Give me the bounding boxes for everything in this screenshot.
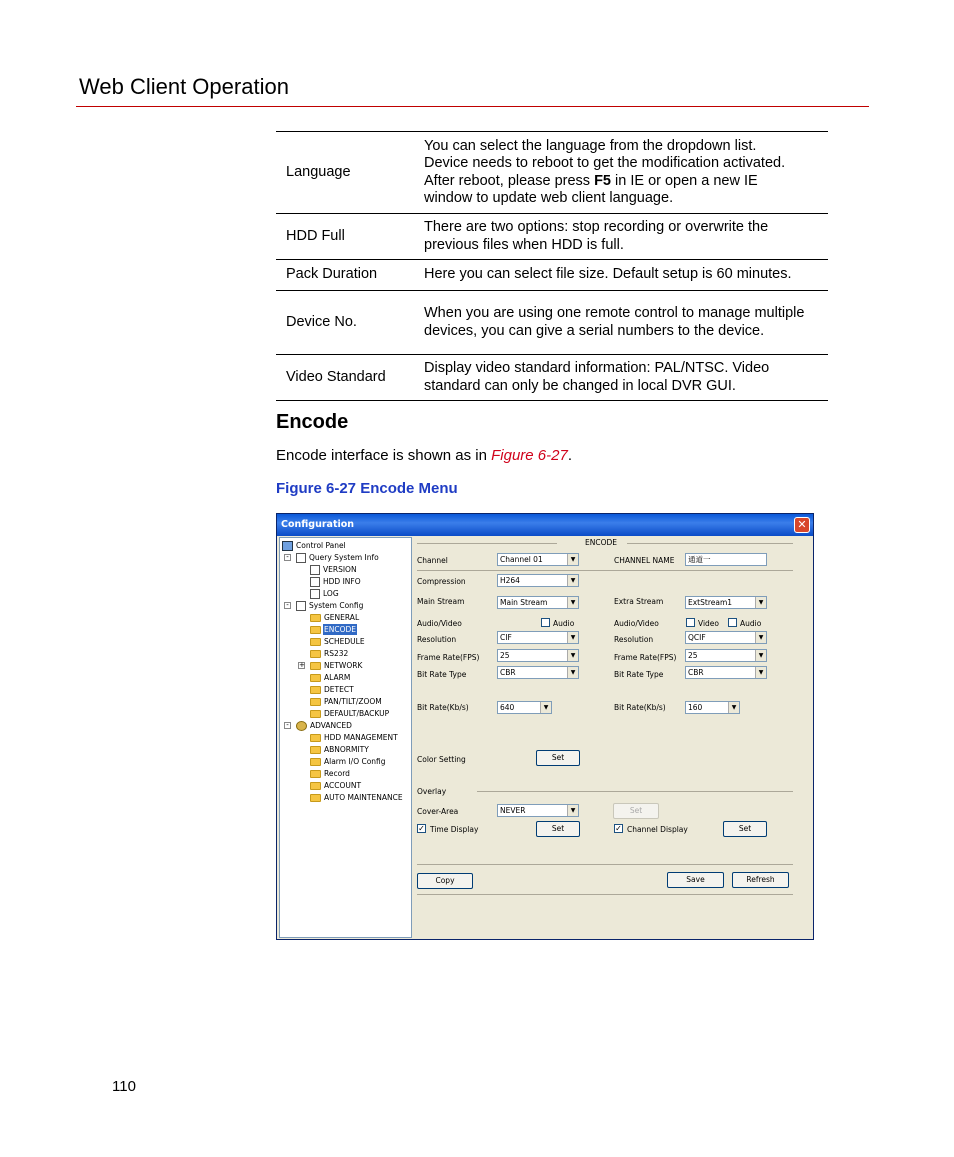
divider (477, 791, 793, 792)
channel-display-set-button[interactable]: Set (723, 821, 767, 837)
extra-stream-label: Extra Stream (614, 597, 664, 606)
param-desc: There are two options: stop recording or overwrite the previous files when HDD is full. (414, 214, 828, 260)
group-rule (627, 543, 793, 544)
tree-item-alarm-io[interactable]: Alarm I/O Config (310, 756, 387, 767)
tree-item-system-config[interactable]: System Config (296, 600, 364, 611)
audio-extra-checkbox[interactable] (728, 618, 737, 627)
bit-rate-extra-select[interactable]: 160 ▼ (685, 701, 740, 714)
table-row (276, 291, 828, 355)
figure-link[interactable]: Figure 6-27 (491, 447, 568, 464)
param-name: Language (276, 132, 414, 214)
folder-icon (310, 614, 321, 622)
folder-icon (310, 686, 321, 694)
chevron-down-icon: ▼ (755, 650, 766, 661)
bit-rate-type-extra-select[interactable]: CBR ▼ (685, 666, 767, 679)
time-display-checkbox[interactable]: ✓ (418, 824, 425, 833)
tree-item-record[interactable]: Record (310, 768, 351, 779)
time-display-set-button[interactable]: Set (536, 821, 580, 837)
config-icon (296, 601, 306, 611)
tree-item-detect[interactable]: DETECT (310, 684, 355, 695)
parameter-table (276, 131, 828, 401)
tree-item-control-panel[interactable]: Control Panel (282, 540, 347, 551)
channel-display-label: Channel Display (627, 825, 688, 834)
fps-label: Frame Rate(FPS) (417, 653, 480, 662)
tree-item-default-backup[interactable]: DEFAULT/BACKUP (310, 708, 390, 719)
chevron-down-icon: ▼ (567, 667, 578, 678)
chevron-down-icon: ▼ (728, 702, 739, 713)
configuration-window (276, 513, 814, 940)
param-desc: Display video standard information: PAL/NTSC. Video standard can only be changed in local DVR GUI. (414, 355, 828, 401)
tree-item-abnormity[interactable]: ABNORMITY (310, 744, 370, 755)
gear-icon (296, 721, 307, 731)
param-desc: Here you can select file size. Default setup is 60 minutes. (414, 260, 828, 291)
folder-icon (310, 782, 321, 790)
folder-icon (310, 770, 321, 778)
section-title: Encode (276, 411, 349, 433)
color-setting-label: Color Setting (417, 755, 466, 764)
window-title: Configuration (281, 519, 355, 530)
chevron-down-icon: ▼ (567, 632, 578, 643)
fps-label-extra: Frame Rate(FPS) (614, 653, 677, 662)
fps-extra-select[interactable]: 25 ▼ (685, 649, 767, 662)
table-row (276, 260, 828, 291)
group-rule (417, 543, 557, 544)
cover-set-button[interactable]: Set (613, 803, 659, 819)
tree-item-rs232[interactable]: RS232 (310, 648, 349, 659)
divider (417, 570, 793, 571)
collapse-icon[interactable]: - (284, 554, 291, 561)
intro-pre: Encode interface is shown as in (276, 447, 492, 464)
time-display-label: Time Display (430, 825, 479, 834)
chevron-down-icon: ▼ (567, 575, 578, 586)
refresh-button[interactable]: Refresh (732, 872, 789, 888)
param-name: HDD Full (276, 214, 414, 260)
desc-line: window to update web client language. (424, 190, 674, 206)
folder-icon (310, 734, 321, 742)
collapse-icon[interactable]: - (284, 722, 291, 729)
param-name: Pack Duration (276, 260, 414, 291)
resolution-label: Resolution (417, 635, 457, 644)
tree-item-account[interactable]: ACCOUNT (310, 780, 362, 791)
folder-icon (310, 794, 321, 802)
resolution-label-extra: Resolution (614, 635, 654, 644)
cover-area-label: Cover-Area (417, 807, 459, 816)
close-icon[interactable]: ✕ (794, 517, 810, 533)
computer-icon (282, 541, 293, 551)
color-set-button[interactable]: Set (536, 750, 580, 766)
copy-button[interactable]: Copy (417, 873, 473, 889)
header-rule (76, 106, 869, 107)
resolution-extra-select[interactable]: QCIF ▼ (685, 631, 767, 644)
param-name: Device No. (276, 291, 414, 355)
desc-line: Device needs to reboot to get the modification activated. (424, 155, 786, 171)
extra-stream-select[interactable]: ExtStream1 ▼ (685, 596, 767, 609)
chevron-down-icon: ▼ (755, 597, 766, 608)
table-row (276, 132, 828, 214)
table-row (276, 355, 828, 401)
folder-icon (310, 698, 321, 706)
query-icon (296, 553, 306, 563)
fps-select[interactable]: 25 ▼ (497, 649, 579, 662)
folder-icon (310, 650, 321, 658)
divider (417, 894, 793, 895)
bit-rate-type-select[interactable]: CBR ▼ (497, 666, 579, 679)
chevron-down-icon: ▼ (755, 632, 766, 643)
desc-key: F5 (594, 172, 611, 189)
param-desc (414, 132, 828, 214)
audio-video-label: Audio/Video (417, 619, 462, 628)
folder-open-icon (310, 626, 321, 634)
chevron-down-icon: ▼ (567, 805, 578, 816)
tree-item-network[interactable]: NETWORK (310, 660, 363, 671)
compression-select[interactable]: H264 ▼ (497, 574, 579, 587)
video-checkbox[interactable] (686, 618, 695, 627)
tree-item-log[interactable]: LOG (310, 588, 340, 599)
chevron-down-icon: ▼ (567, 650, 578, 661)
chevron-down-icon: ▼ (540, 702, 551, 713)
chevron-down-icon: ▼ (567, 597, 578, 608)
channel-label: Channel (417, 556, 448, 565)
tree-item-alarm[interactable]: ALARM (310, 672, 351, 683)
cover-area-select[interactable]: NEVER ▼ (497, 804, 579, 817)
tree-item-encode[interactable]: ENCODE (310, 624, 357, 635)
folder-icon (310, 638, 321, 646)
document-icon (310, 577, 320, 587)
chevron-down-icon: ▼ (567, 554, 578, 565)
bit-rate-label-extra: Bit Rate(Kb/s) (614, 703, 666, 712)
document-icon (310, 565, 320, 575)
overlay-label: Overlay (417, 787, 447, 796)
param-name: Video Standard (276, 355, 414, 401)
folder-icon (310, 758, 321, 766)
config-tree[interactable] (279, 537, 412, 938)
channel-name-label: CHANNEL NAME (614, 556, 675, 565)
main-stream-label: Main Stream (417, 597, 465, 606)
tree-item-advanced[interactable]: ADVANCED (296, 720, 353, 731)
folder-icon (310, 662, 321, 670)
folder-icon (310, 674, 321, 682)
folder-icon (310, 746, 321, 754)
resolution-select[interactable]: CIF ▼ (497, 631, 579, 644)
window-titlebar[interactable] (277, 514, 813, 536)
audio-checkbox[interactable] (541, 618, 550, 627)
tree-item-general[interactable]: GENERAL (310, 612, 360, 623)
channel-select[interactable]: Channel 01 ▼ (497, 553, 579, 566)
folder-icon (310, 710, 321, 718)
compression-label: Compression (417, 577, 466, 586)
document-icon (310, 589, 320, 599)
bit-rate-select[interactable]: 640 ▼ (497, 701, 552, 714)
tree-item-hdd-management[interactable]: HDD MANAGEMENT (310, 732, 399, 743)
intro-post: . (567, 447, 573, 464)
figure-caption: Figure 6-27 Encode Menu (276, 480, 458, 497)
expand-icon[interactable]: + (299, 661, 305, 669)
desc-text: After reboot, please press (424, 172, 595, 189)
tree-item-auto-maintenance[interactable]: AUTO MAINTENANCE (310, 792, 404, 803)
desc-line: You can select the language from the dropdown list. (424, 137, 757, 154)
tree-item-schedule[interactable]: SCHEDULE (310, 636, 366, 647)
table-row (276, 214, 828, 260)
bit-rate-label: Bit Rate(Kb/s) (417, 703, 469, 712)
page-header-title: Web Client Operation (79, 74, 289, 99)
tree-item-version[interactable]: VERSION (310, 564, 358, 575)
divider (417, 864, 793, 865)
save-button[interactable]: Save (667, 872, 724, 888)
audio-label: Audio (553, 619, 575, 628)
bit-rate-type-label-extra: Bit Rate Type (614, 670, 664, 679)
channel-name-input[interactable]: 通道一 (685, 553, 767, 566)
tree-item-ptz[interactable]: PAN/TILT/ZOOM (310, 696, 383, 707)
video-label: Video (698, 619, 720, 628)
desc-text: in IE or open a new IE (611, 172, 758, 189)
group-title: ENCODE (585, 538, 618, 547)
tree-item-query-system-info[interactable]: Query System Info (296, 552, 380, 563)
page-number: 110 (112, 1078, 136, 1095)
intro-text (276, 447, 572, 464)
main-stream-select[interactable]: Main Stream ▼ (497, 596, 579, 609)
chevron-down-icon: ▼ (755, 667, 766, 678)
bit-rate-type-label: Bit Rate Type (417, 670, 467, 679)
param-desc: When you are using one remote control to manage multiple devices, you can give a serial numbers to the device. (414, 291, 828, 355)
tree-item-hdd-info[interactable]: HDD INFO (310, 576, 362, 587)
channel-display-checkbox[interactable]: ✓ (615, 824, 622, 833)
collapse-icon[interactable]: - (284, 602, 291, 609)
audio-extra-label: Audio (740, 619, 762, 628)
audio-video-label-extra: Audio/Video (614, 619, 659, 628)
